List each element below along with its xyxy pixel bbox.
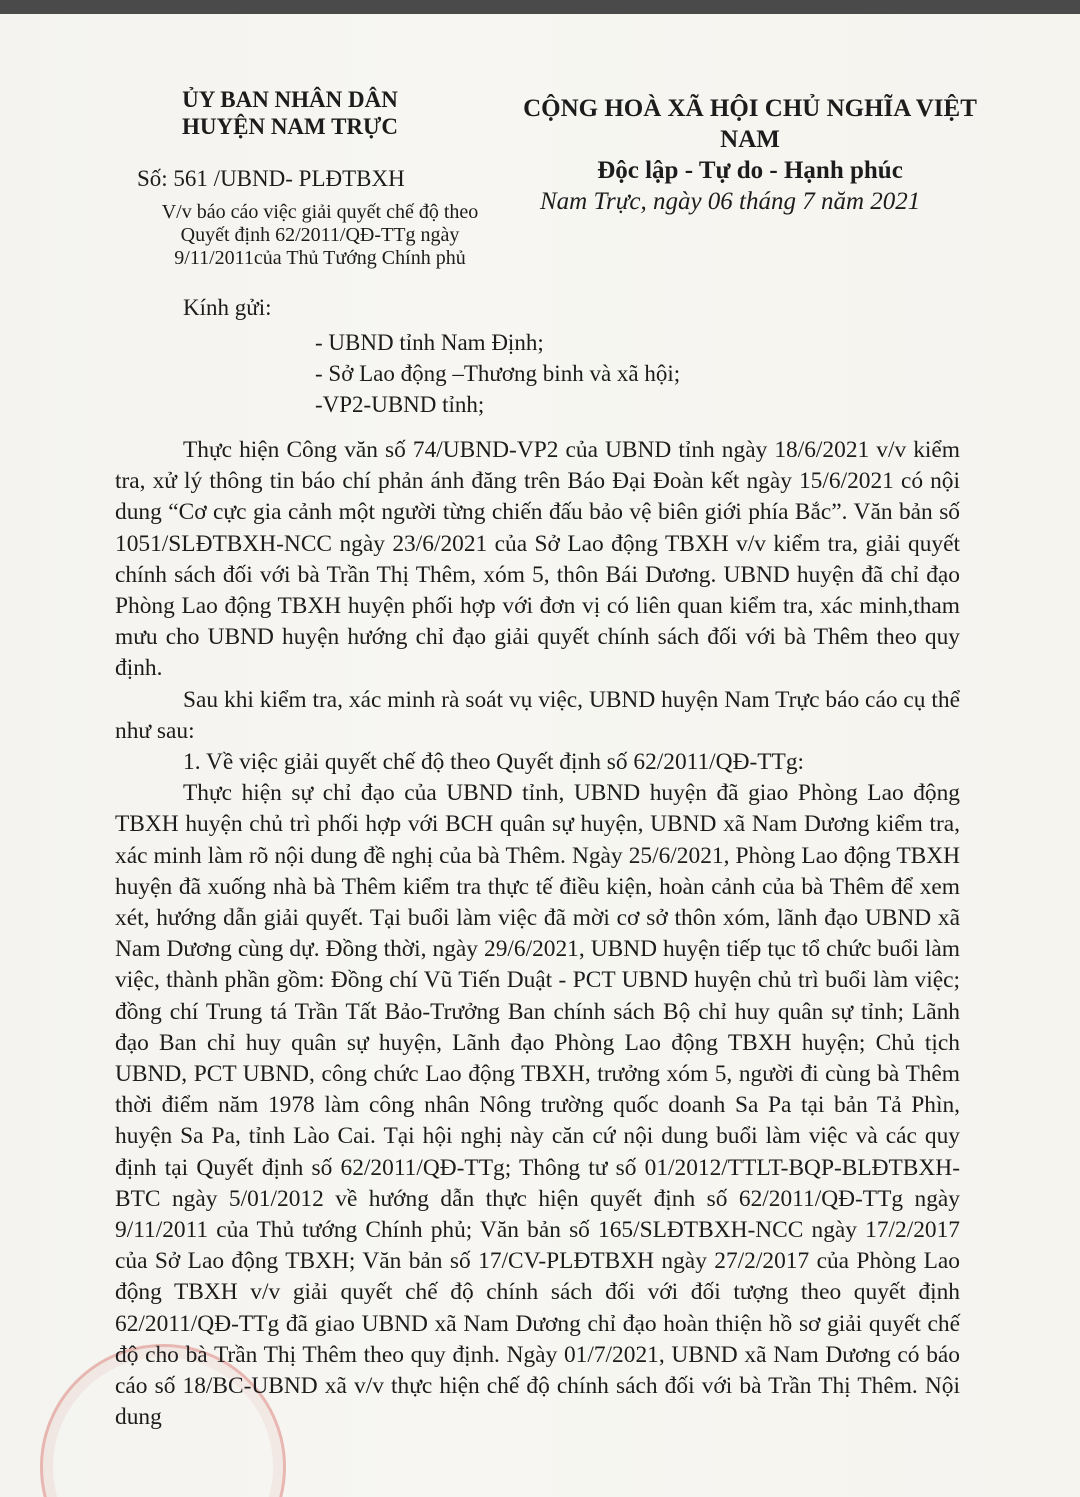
recipient-item: - Sở Lao động –Thương binh và xã hội; <box>315 361 681 386</box>
document-date: Nam Trực, ngày 06 tháng 7 năm 2021 <box>540 188 921 215</box>
subject-line-3: 9/11/2011của Thủ Tướng Chính phủ <box>174 247 466 269</box>
subject-line-2: Quyết định 62/2011/QĐ-TTg ngày <box>180 224 460 246</box>
recipient-item: - UBND tỉnh Nam Định; <box>315 330 544 355</box>
document-page <box>0 14 1080 1497</box>
body-paragraph: Thực hiện sự chỉ đạo của UBND tỉnh, UBND huyện đã giao Phòng Lao động TBXH huyện chủ trì phối hợp với BCH quân sự huyện, UBND xã Nam Dương kiểm tra, xác minh làm rõ nội dung đề nghị của bà Thêm. Ngày 25/6/2021, Phòng Lao động TBXH huyện đã xuống nhà bà Thêm kiểm tra thực tế điều kiện, hoàn cảnh của bà Thêm để xem xét, hướng dẫn giải quyết. Tại buổi làm việc đã mời cơ sở thôn xóm, lãnh đạo UBND xã Nam Dương cùng dự. Đồng thời, ngày 29/6/2021, UBND huyện tiếp tục tổ chức buổi làm việc, thành phần gồm: Đồng chí Vũ Tiến Duật - PCT UBND huyện chủ trì buổi làm việc; đồng chí Trung tá Trần Tất Bảo-Trưởng Ban chính sách Bộ chỉ huy quân sự tỉnh; Lãnh đạo Ban chỉ huy quân sự huyện, Lãnh đạo Phòng Lao động TBXH huyện; Chủ tịch UBND, PCT UBND, công chức Lao động TBXH, trưởng xóm 5, người đi cùng bà Thêm thời điểm năm 1978 làm công nhân Nông trường quốc doanh Sa Pa tại bản Tả Phìn, huyện Sa Pa, tỉnh Lào Cai. Tại hội nghị này căn cứ nội dung buổi làm việc và các quy định tại Quyết định số 62/2011/QĐ-TTg; Thông tư số 01/2012/TTLT-BQP-BLĐTBXH-BTC ngày 5/01/2012 về hướng dẫn thực hiện quyết định số 62/2011/QĐ-TTg ngày 9/11/2011 của Thủ tướng Chính phủ; Văn bản số 165/SLĐTBXH-NCC ngày 17/2/2017 của Sở Lao động TBXH; Văn bản số 17/CV-PLĐTBXH ngày 27/2/2017 của Phòng Lao động TBXH v/v giải quyết chế độ chính sách đối với đối tượng theo quyết định 62/2011/QĐ-TTg đã giao UBND xã Nam Dương chỉ đạo hoàn thiện hồ sơ giải quyết chế độ cho bà Trần Thị Thêm theo quy định. Ngày 01/7/2021, UBND xã Nam Dương có báo cáo số 18/BC-UBND xã v/v thực hiện chế độ chính sách đối với bà Trần Thị Thêm. Nội dung <box>115 780 960 1431</box>
authority-line-2: HUYỆN NAM TRỰC <box>182 114 398 139</box>
salutation: Kính gửi: <box>183 295 272 320</box>
document-number: Số: 561 /UBND- PLĐTBXH <box>137 166 405 191</box>
national-motto: Độc lập - Tự do - Hạnh phúc <box>597 157 903 184</box>
recipient-item: -VP2-UBND tỉnh; <box>315 392 485 417</box>
document-body <box>115 435 960 1434</box>
body-paragraph: Thực hiện Công văn số 74/UBND-VP2 của UBND tỉnh ngày 18/6/2021 v/v kiểm tra, xử lý thông tin báo chí phản ánh đăng trên Báo Đại Đoàn kết ngày 15/6/2021 có nội dung “Cơ cực gia cảnh một người từng chiến đấu bảo vệ biên giới phía Bắc”. Văn bản số 1051/SLĐTBXH-NCC ngày 23/6/2021 của Sở Lao động TBXH v/v kiểm tra, giải quyết chính sách đối với bà Trần Thị Thêm, xóm 5, thôn Bái Dương. UBND huyện đã chỉ đạo Phòng Lao động TBXH huyện phối hợp với đơn vị có liên quan kiểm tra, xác minh,tham mưu cho UBND huyện hướng chỉ đạo giải quyết chính sách đối với bà Thêm theo quy định. <box>115 437 960 682</box>
national-header <box>495 93 1005 186</box>
body-paragraph: Sau khi kiểm tra, xác minh rà soát vụ việc, UBND huyện Nam Trực báo cáo cụ thể như sau: <box>115 686 960 744</box>
subject-line-1: V/v báo cáo việc giải quyết chế độ theo <box>161 201 479 223</box>
country-name: CỘNG HOÀ XÃ HỘI CHỦ NGHĨA VIỆT NAM <box>523 95 977 153</box>
recipient-list <box>315 327 680 420</box>
authority-line-1: ỦY BAN NHÂN DÂN <box>182 87 398 112</box>
issuing-authority <box>160 86 420 140</box>
section-heading: 1. Về việc giải quyết chế độ theo Quyết định số 62/2011/QĐ-TTg: <box>183 749 805 776</box>
scan-top-border <box>0 0 1080 14</box>
document-subject <box>140 201 500 270</box>
